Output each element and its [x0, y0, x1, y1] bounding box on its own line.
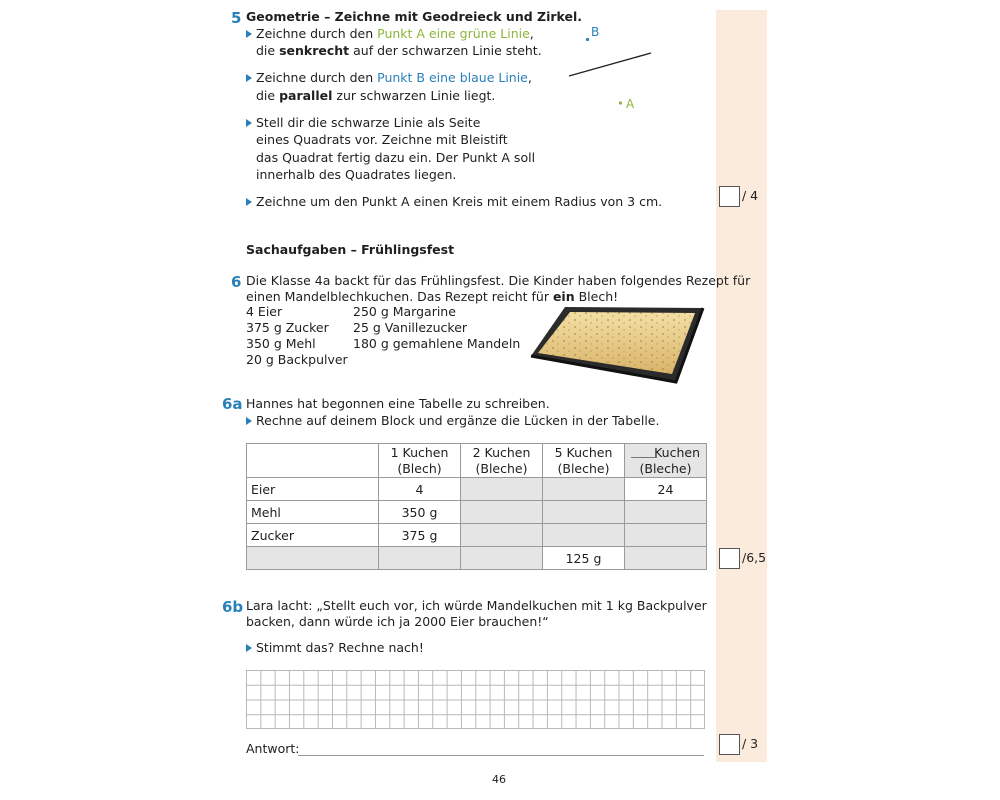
- sachaufgaben-heading: Sachaufgaben – Frühlingsfest: [246, 242, 455, 257]
- geometry-figure: [560, 20, 670, 120]
- bullet-triangle-icon: [246, 198, 252, 206]
- table-header-cell: 2 Kuchen (Bleche): [461, 444, 543, 478]
- point-a-dot: [619, 101, 622, 104]
- table-header-cell: 1 Kuchen (Blech): [379, 444, 461, 478]
- cake-tray-image: [528, 304, 708, 386]
- table-cell: 4: [379, 478, 461, 501]
- table-cell[interactable]: [625, 524, 707, 547]
- row-label: Zucker: [247, 524, 379, 547]
- table-cell: 375 g: [379, 524, 461, 547]
- ingredient: 350 g Mehl: [246, 336, 316, 351]
- task-5-instruction-3-line4: innerhalb des Quadrates liegen.: [256, 167, 457, 182]
- fill-in-blank[interactable]: [631, 457, 657, 458]
- task-number-6a: 6a: [222, 395, 243, 413]
- ingredient: 25 g Vanillezucker: [353, 320, 468, 335]
- table-cell[interactable]: [543, 501, 625, 524]
- table-row: [247, 524, 707, 547]
- table-cell[interactable]: [625, 547, 707, 570]
- table-cell[interactable]: [461, 524, 543, 547]
- table-row: [247, 501, 707, 524]
- table-cell[interactable]: [625, 501, 707, 524]
- table-cell[interactable]: [461, 478, 543, 501]
- table-cell[interactable]: [461, 501, 543, 524]
- bullet-triangle-icon: [246, 417, 252, 425]
- task-6-intro-line2: einen Mandelblechkuchen. Das Rezept reicht für ein Blech!: [246, 289, 619, 304]
- point-a-label: A: [626, 97, 635, 111]
- task-5-instruction-4: Zeichne um den Punkt A einen Kreis mit einem Radius von 3 cm.: [246, 194, 662, 210]
- table-header-cell: Kuchen (Bleche): [625, 444, 707, 478]
- answer-label: Antwort:: [246, 741, 300, 756]
- task-5-instruction-1-cont: die senkrecht auf der schwarzen Linie steht.: [256, 43, 542, 58]
- bullet-triangle-icon: [246, 119, 252, 127]
- task-5-instruction-3: Stell dir die schwarze Linie als Seite: [246, 115, 480, 131]
- table-row: [247, 547, 707, 570]
- table-cell[interactable]: [461, 547, 543, 570]
- task-6b-line2: backen, dann würde ich ja 2000 Eier brauchen!“: [246, 614, 549, 629]
- table-header-empty: [247, 444, 379, 478]
- task-5-instruction-2: Zeichne durch den Punkt B eine blaue Linie,: [246, 70, 532, 86]
- score-max-6a: /6,5: [742, 550, 767, 565]
- table-cell[interactable]: [379, 547, 461, 570]
- task-5-instruction-1: Zeichne durch den Punkt A eine grüne Linie,: [246, 26, 534, 42]
- table-header-cell: 5 Kuchen (Bleche): [543, 444, 625, 478]
- row-label[interactable]: [247, 547, 379, 570]
- task-5-instruction-2-cont: die parallel zur schwarzen Linie liegt.: [256, 88, 496, 103]
- table-cell: 24: [625, 478, 707, 501]
- task-6b-line1: Lara lacht: „Stellt euch vor, ich würde Mandelkuchen mit 1 kg Backpulver: [246, 598, 707, 613]
- bullet-triangle-icon: [246, 74, 252, 82]
- ingredient: 180 g gemahlene Mandeln: [353, 336, 521, 351]
- ingredient: 20 g Backpulver: [246, 352, 348, 367]
- calculation-grid[interactable]: [246, 670, 705, 729]
- task-6-intro-line1: Die Klasse 4a backt für das Frühlingsfest. Die Kinder haben folgendes Rezept für: [246, 273, 751, 288]
- point-b-dot: [586, 38, 589, 41]
- task-number-5: 5: [231, 9, 242, 27]
- table-cell: 125 g: [543, 547, 625, 570]
- recipe-table: [246, 443, 707, 570]
- score-sidebar: [716, 10, 767, 762]
- ingredient: 4 Eier: [246, 304, 283, 319]
- score-input-box[interactable]: [719, 548, 740, 569]
- row-label: Mehl: [247, 501, 379, 524]
- ingredient: 375 g Zucker: [246, 320, 329, 335]
- table-header-row: [247, 444, 707, 478]
- row-label: Eier: [247, 478, 379, 501]
- bullet-triangle-icon: [246, 30, 252, 38]
- table-row: [247, 478, 707, 501]
- answer-line[interactable]: [298, 755, 704, 756]
- task-6a-line1: Hannes hat begonnen eine Tabelle zu schreiben.: [246, 396, 550, 411]
- page-number: 46: [492, 773, 506, 786]
- point-b-label: B: [591, 25, 600, 39]
- score-max-6b: / 3: [742, 736, 759, 751]
- task-6b-task: Stimmt das? Rechne nach!: [246, 640, 424, 656]
- ingredient: 250 g Margarine: [353, 304, 456, 319]
- task-number-6: 6: [231, 273, 242, 291]
- black-line: [569, 53, 651, 76]
- table-cell[interactable]: [543, 524, 625, 547]
- task-number-6b: 6b: [222, 598, 244, 616]
- score-max-5: / 4: [742, 188, 759, 203]
- task-5-instruction-3-line2: eines Quadrats vor. Zeichne mit Bleistift: [256, 132, 508, 147]
- table-cell: 350 g: [379, 501, 461, 524]
- bullet-triangle-icon: [246, 644, 252, 652]
- score-input-box[interactable]: [719, 734, 740, 755]
- task-6a-line2: Rechne auf deinem Block und ergänze die Lücken in der Tabelle.: [246, 413, 659, 429]
- task-5-instruction-3-line3: das Quadrat fertig dazu ein. Der Punkt A soll: [256, 150, 536, 165]
- task-5-title: Geometrie – Zeichne mit Geodreieck und Zirkel.: [246, 9, 583, 24]
- score-input-box[interactable]: [719, 186, 740, 207]
- table-cell[interactable]: [543, 478, 625, 501]
